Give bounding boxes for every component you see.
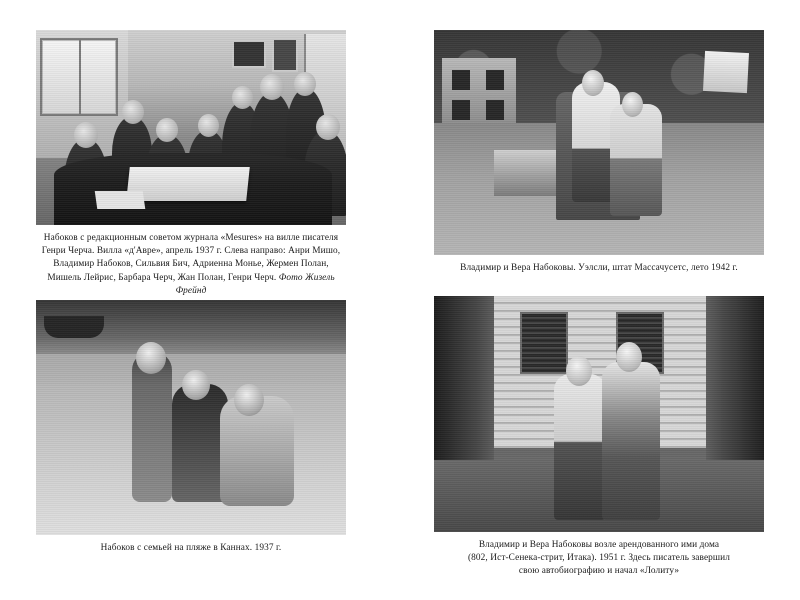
- person-head: [616, 342, 642, 372]
- figure-editorial-board: [36, 30, 346, 298]
- person-head: [182, 370, 210, 400]
- figure-caption: [36, 232, 346, 298]
- photograph-ithaca-house: [434, 296, 764, 532]
- garden-table: [494, 150, 556, 196]
- caption-line: (802, Ист-Сенека-стрит, Итака). 1951 г. Здесь писатель завершил: [467, 553, 731, 564]
- person-vera: [554, 374, 606, 520]
- figure-cannes-beach: [36, 300, 346, 555]
- person-head: [234, 384, 264, 416]
- person-head: [198, 114, 219, 137]
- house-shape: [442, 58, 516, 128]
- caption-line: Владимир и Вера Набоковы возле арендованного ими дома: [478, 540, 720, 550]
- figure-caption: [36, 542, 346, 555]
- person-vladimir: [610, 104, 662, 216]
- person-head: [122, 100, 144, 124]
- papers-on-table: [95, 191, 146, 209]
- caption-line: Набоков с семьей на пляже в Каннах. 1937 г.: [100, 543, 282, 553]
- window-shutter: [520, 312, 568, 374]
- figure-caption: [434, 539, 764, 579]
- person-head: [582, 70, 604, 96]
- caption-line-text: Мишель Лейрис, Барбара Черч, Жан Полан, Генри Черч.: [47, 272, 277, 283]
- caption-line: Генри Черча. Вилла «д'Авре», апрель 1937 г. Слева направо: Анри Мишо,: [41, 246, 341, 257]
- caption-line: Владимир и Вера Набоковы. Уэлсли, штат Массачусетс, лето 1942 г.: [460, 263, 738, 273]
- boat-shape: [44, 316, 104, 338]
- caption-line: Набоков с редакционным советом журнала «Mesures» на вилле писателя: [43, 233, 339, 243]
- person-head: [156, 118, 178, 142]
- figure-wellesley: [434, 30, 764, 275]
- framed-picture-icon: [232, 40, 266, 68]
- person-vladimir: [602, 362, 660, 520]
- window-shape: [486, 70, 504, 90]
- photograph-cannes-beach: [36, 300, 346, 535]
- caption-photo-credit: Фото Жизель Фрейнд: [175, 272, 335, 296]
- window-shape: [452, 100, 470, 120]
- framed-picture-icon: [272, 38, 298, 72]
- figure-caption: [434, 262, 764, 275]
- window-shape: [452, 70, 470, 90]
- person-child: [132, 352, 172, 502]
- window-shape: [40, 38, 118, 116]
- photograph-editorial-board: [36, 30, 346, 225]
- figure-ithaca-house: [434, 296, 764, 579]
- photograph-wellesley: [434, 30, 764, 255]
- person-head: [622, 92, 643, 117]
- person-head: [136, 342, 166, 374]
- person-head: [232, 86, 253, 109]
- caption-line: свою автобиографию и начал «Лолиту»: [518, 566, 680, 577]
- person-head: [566, 356, 592, 386]
- papers-on-table: [126, 167, 250, 201]
- caption-line: Владимир Набоков, Сильвия Бич, Адриенна Монье, Жермен Полан,: [53, 259, 329, 270]
- caption-line-last: [36, 272, 346, 298]
- person-head: [294, 72, 316, 96]
- hanging-laundry: [703, 51, 749, 93]
- person-head: [74, 122, 98, 148]
- window-shape: [486, 100, 504, 120]
- person-head: [260, 74, 284, 100]
- person-head: [316, 114, 340, 140]
